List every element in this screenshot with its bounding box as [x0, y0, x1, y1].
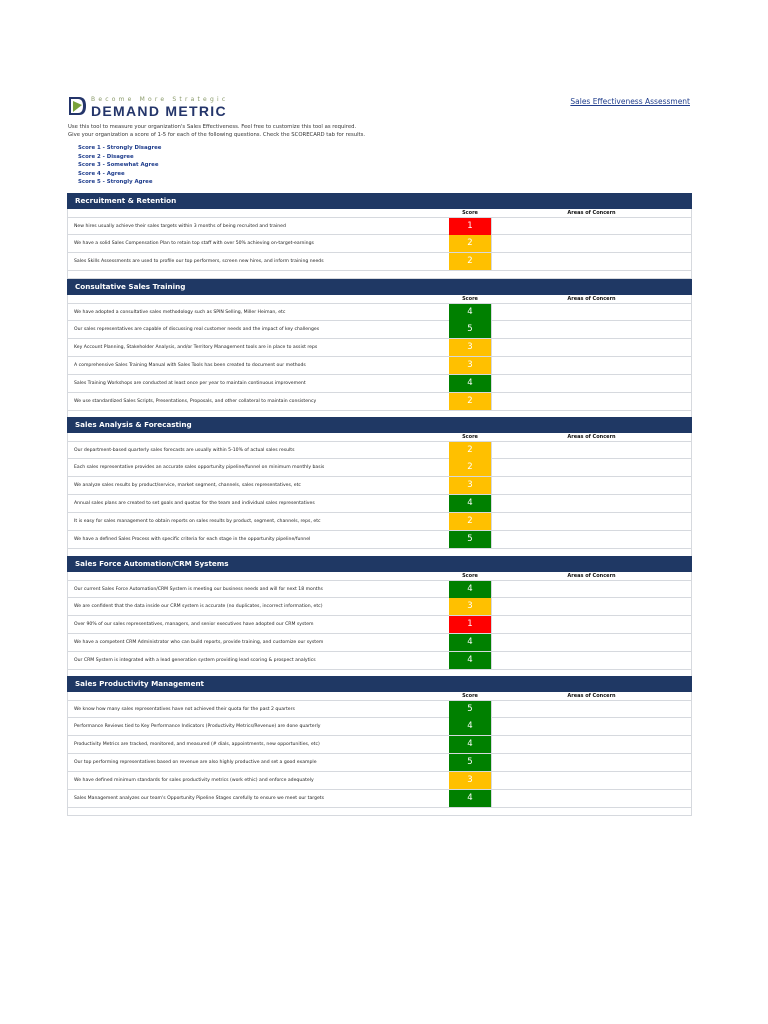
- question-row: [67, 393, 692, 411]
- section-spacer-row: [67, 808, 692, 816]
- question-text: New hires usually achieve their sales targets within 3 months of being recruited and trained: [74, 224, 286, 229]
- score-column-header: Score: [462, 295, 478, 302]
- section-title: Consultative Sales Training: [67, 279, 692, 295]
- question-text: Sales Skills Assessments are used to profile our top performers, screen new hires, and inform training needs: [74, 259, 324, 264]
- question-row: [67, 718, 692, 736]
- question-text: Key Account Planning, Stakeholder Analysis, and/or Territory Management tools are in place to assist reps: [74, 345, 318, 350]
- score-column-header: Score: [462, 692, 478, 699]
- question-row: [67, 253, 692, 271]
- score-cell[interactable]: 2: [449, 442, 491, 459]
- areas-of-concern-cell[interactable]: [491, 357, 691, 374]
- question-rows: [67, 441, 692, 549]
- question-rows: [67, 217, 692, 271]
- score-cell[interactable]: 4: [449, 581, 491, 598]
- question-row: [67, 357, 692, 375]
- demand-metric-logo: [68, 96, 288, 120]
- section-title: Sales Force Automation/CRM Systems: [67, 556, 692, 572]
- intro-text: [68, 124, 365, 139]
- score-cell[interactable]: 5: [449, 701, 491, 718]
- question-text: Our top performing representatives based on revenue are also highly productive and set a good example: [74, 760, 317, 765]
- score-cell[interactable]: 4: [449, 652, 491, 669]
- question-text: It is easy for sales management to obtain reports on sales results by product, segment, channels, reps, etc: [74, 519, 321, 524]
- question-row: [67, 736, 692, 754]
- question-text: We have a competent CRM Administrator who can build reports, provide training, and customize our system: [74, 640, 324, 645]
- areas-of-concern-cell[interactable]: [491, 393, 691, 410]
- areas-of-concern-column-header: Areas of Concern: [567, 295, 616, 302]
- question-row: [67, 303, 692, 321]
- question-row: [67, 700, 692, 718]
- areas-of-concern-column-header: Areas of Concern: [567, 433, 616, 440]
- areas-of-concern-cell[interactable]: [491, 321, 691, 338]
- score-scale-legend: [78, 144, 161, 187]
- question-row: [67, 580, 692, 598]
- question-row: [67, 235, 692, 253]
- section: [67, 193, 692, 279]
- section: [67, 279, 692, 419]
- section-title: Recruitment & Retention: [67, 193, 692, 209]
- question-row: [67, 375, 692, 393]
- score-cell[interactable]: 5: [449, 754, 491, 771]
- question-text: Over 90% of our sales representatives, managers, and senior executives have adopted our CRM system: [74, 622, 314, 627]
- question-row: [67, 217, 692, 235]
- score-cell[interactable]: 4: [449, 634, 491, 651]
- scale-item: Score 3 - Somewhat Agree: [78, 162, 159, 168]
- question-row: [67, 477, 692, 495]
- question-row: [67, 441, 692, 459]
- areas-of-concern-cell[interactable]: [491, 652, 691, 669]
- question-text: We have defined minimum standards for sales productivity metrics (work ethic) and enforce adequately: [74, 778, 314, 783]
- question-text: Annual sales plans are created to set goals and quotas for the team and individual sales representatives: [74, 501, 315, 506]
- question-text: We analyze sales results by product/service, market segment, channels, sales representatives, etc: [74, 483, 301, 488]
- section-title: Sales Productivity Management: [67, 676, 692, 692]
- areas-of-concern-column-header: Areas of Concern: [567, 209, 616, 216]
- question-text: Our sales representatives are capable of discussing real customer needs and the impact of key challenges: [74, 327, 320, 332]
- score-cell[interactable]: 3: [449, 772, 491, 789]
- score-column-header: Score: [462, 572, 478, 579]
- column-header-row: [67, 572, 692, 580]
- areas-of-concern-cell[interactable]: [491, 235, 691, 252]
- column-header-row: [67, 433, 692, 441]
- score-cell[interactable]: 3: [449, 598, 491, 615]
- intro-line-1: Use this tool to measure your organization's Sales Effectiveness. Feel free to customize this tool as required.: [68, 124, 357, 130]
- scale-item: Score 5 - Strongly Agree: [78, 179, 153, 185]
- areas-of-concern-cell[interactable]: [491, 790, 691, 807]
- section: [67, 676, 692, 816]
- question-row: [67, 790, 692, 808]
- areas-of-concern-cell[interactable]: [491, 772, 691, 789]
- question-rows: [67, 700, 692, 808]
- logo-tagline: Become More Strategic: [91, 96, 229, 103]
- score-cell[interactable]: 4: [449, 718, 491, 735]
- areas-of-concern-cell[interactable]: [491, 754, 691, 771]
- question-row: [67, 513, 692, 531]
- question-row: [67, 754, 692, 772]
- areas-of-concern-cell[interactable]: [491, 718, 691, 735]
- question-row: [67, 459, 692, 477]
- score-cell[interactable]: 4: [449, 375, 491, 392]
- score-cell[interactable]: 5: [449, 531, 491, 548]
- question-text: Our current Sales Force Automation/CRM System is meeting our business needs and will for next 18 months: [74, 587, 323, 592]
- question-text: We are confident that the data inside our CRM system is accurate (no duplicates, incorrect information, etc): [74, 604, 323, 609]
- areas-of-concern-cell[interactable]: [491, 304, 691, 321]
- question-row: [67, 634, 692, 652]
- areas-of-concern-cell[interactable]: [491, 598, 691, 615]
- areas-of-concern-cell[interactable]: [491, 253, 691, 270]
- document-title-link[interactable]: Sales Effectiveness Assessment: [570, 97, 690, 106]
- areas-of-concern-cell[interactable]: [491, 495, 691, 512]
- section: [67, 556, 692, 678]
- areas-of-concern-cell[interactable]: [491, 375, 691, 392]
- section-spacer-row: [67, 271, 692, 279]
- areas-of-concern-column-header: Areas of Concern: [567, 692, 616, 699]
- logo-name: DEMAND METRIC: [91, 103, 227, 119]
- question-text: We have adopted a consultative sales methodology such as SPIN Selling, Miller Heiman, etc: [74, 310, 286, 315]
- question-row: [67, 531, 692, 549]
- areas-of-concern-cell[interactable]: [491, 459, 691, 476]
- score-cell[interactable]: 3: [449, 339, 491, 356]
- question-text: We know how many sales representatives have not achieved their quota for the past 2 quarters: [74, 707, 295, 712]
- score-cell[interactable]: 4: [449, 304, 491, 321]
- question-text: Our CRM System is integrated with a lead generation system providing lead scoring & prospect analytics: [74, 658, 316, 663]
- score-cell[interactable]: 2: [449, 235, 491, 252]
- column-header-row: [67, 295, 692, 303]
- question-text: A comprehensive Sales Training Manual with Sales Tools has been created to document our methods: [74, 363, 306, 368]
- scale-item: Score 1 - Strongly Disagree: [78, 145, 162, 151]
- areas-of-concern-cell[interactable]: [491, 531, 691, 548]
- question-row: [67, 772, 692, 790]
- question-row: [67, 339, 692, 357]
- areas-of-concern-cell[interactable]: [491, 634, 691, 651]
- score-cell[interactable]: 2: [449, 459, 491, 476]
- logo-mark-icon: [68, 96, 87, 116]
- question-text: Sales Training Workshops are conducted at least once per year to maintain continuous improvement: [74, 381, 306, 386]
- score-column-header: Score: [462, 433, 478, 440]
- section-title: Sales Analysis & Forecasting: [67, 417, 692, 433]
- question-text: We use standardized Sales Scripts, Presentations, Proposals, and other collateral to maintain consistency: [74, 399, 317, 404]
- question-row: [67, 652, 692, 670]
- question-row: [67, 616, 692, 634]
- question-rows: [67, 303, 692, 411]
- areas-of-concern-column-header: Areas of Concern: [567, 572, 616, 579]
- score-cell[interactable]: 3: [449, 477, 491, 494]
- scale-item: Score 2 - Disagree: [78, 153, 134, 160]
- areas-of-concern-cell[interactable]: [491, 218, 691, 235]
- intro-line-2: Give your organization a score of 1-5 for each of the following questions. Check the SCORECARD tab for results.: [68, 131, 366, 138]
- areas-of-concern-cell[interactable]: [491, 513, 691, 530]
- question-text: Each sales representative provides an accurate sales opportunity pipeline/funnel on minimum monthly basis: [74, 465, 325, 470]
- question-row: [67, 598, 692, 616]
- question-text: Performance Reviews tied to Key Performance Indicators (Productivity Metrics/Revenue) are done quarterly: [74, 724, 321, 729]
- areas-of-concern-cell[interactable]: [491, 701, 691, 718]
- scale-item: Score 4 - Agree: [78, 170, 125, 177]
- column-header-row: [67, 692, 692, 700]
- question-text: Productivity Metrics are tracked, monitored, and measured (# dials, appointments, new opportunities, etc): [74, 742, 320, 747]
- score-cell[interactable]: 4: [449, 790, 491, 807]
- question-row: [67, 495, 692, 513]
- score-cell[interactable]: 4: [449, 736, 491, 753]
- areas-of-concern-cell[interactable]: [491, 442, 691, 459]
- score-cell[interactable]: 3: [449, 357, 491, 374]
- question-rows: [67, 580, 692, 670]
- question-text: Our department-based quarterly sales forecasts are usually within 5-10% of actual sales results: [74, 448, 295, 453]
- question-text: We have a solid Sales Compensation Plan to retain top staff with over 50% achieving on-target-earnings: [74, 241, 314, 246]
- areas-of-concern-cell[interactable]: [491, 616, 691, 633]
- score-cell[interactable]: 2: [449, 513, 491, 530]
- score-column-header: Score: [462, 209, 478, 216]
- areas-of-concern-cell[interactable]: [491, 477, 691, 494]
- score-cell[interactable]: 1: [449, 616, 491, 633]
- score-cell[interactable]: 2: [449, 253, 491, 270]
- score-cell[interactable]: 4: [449, 495, 491, 512]
- question-text: Sales Management analyzes our team's Opportunity Pipeline Stages carefully to ensure we meet our targets: [74, 796, 324, 801]
- score-cell[interactable]: 1: [449, 218, 491, 235]
- section: [67, 417, 692, 557]
- score-cell[interactable]: 5: [449, 321, 491, 338]
- question-text: We have a defined Sales Process with specific criteria for each stage in the opportunity pipeline/funnel: [74, 537, 311, 542]
- column-header-row: [67, 209, 692, 217]
- score-cell[interactable]: 2: [449, 393, 491, 410]
- areas-of-concern-cell[interactable]: [491, 736, 691, 753]
- areas-of-concern-cell[interactable]: [491, 581, 691, 598]
- question-row: [67, 321, 692, 339]
- areas-of-concern-cell[interactable]: [491, 339, 691, 356]
